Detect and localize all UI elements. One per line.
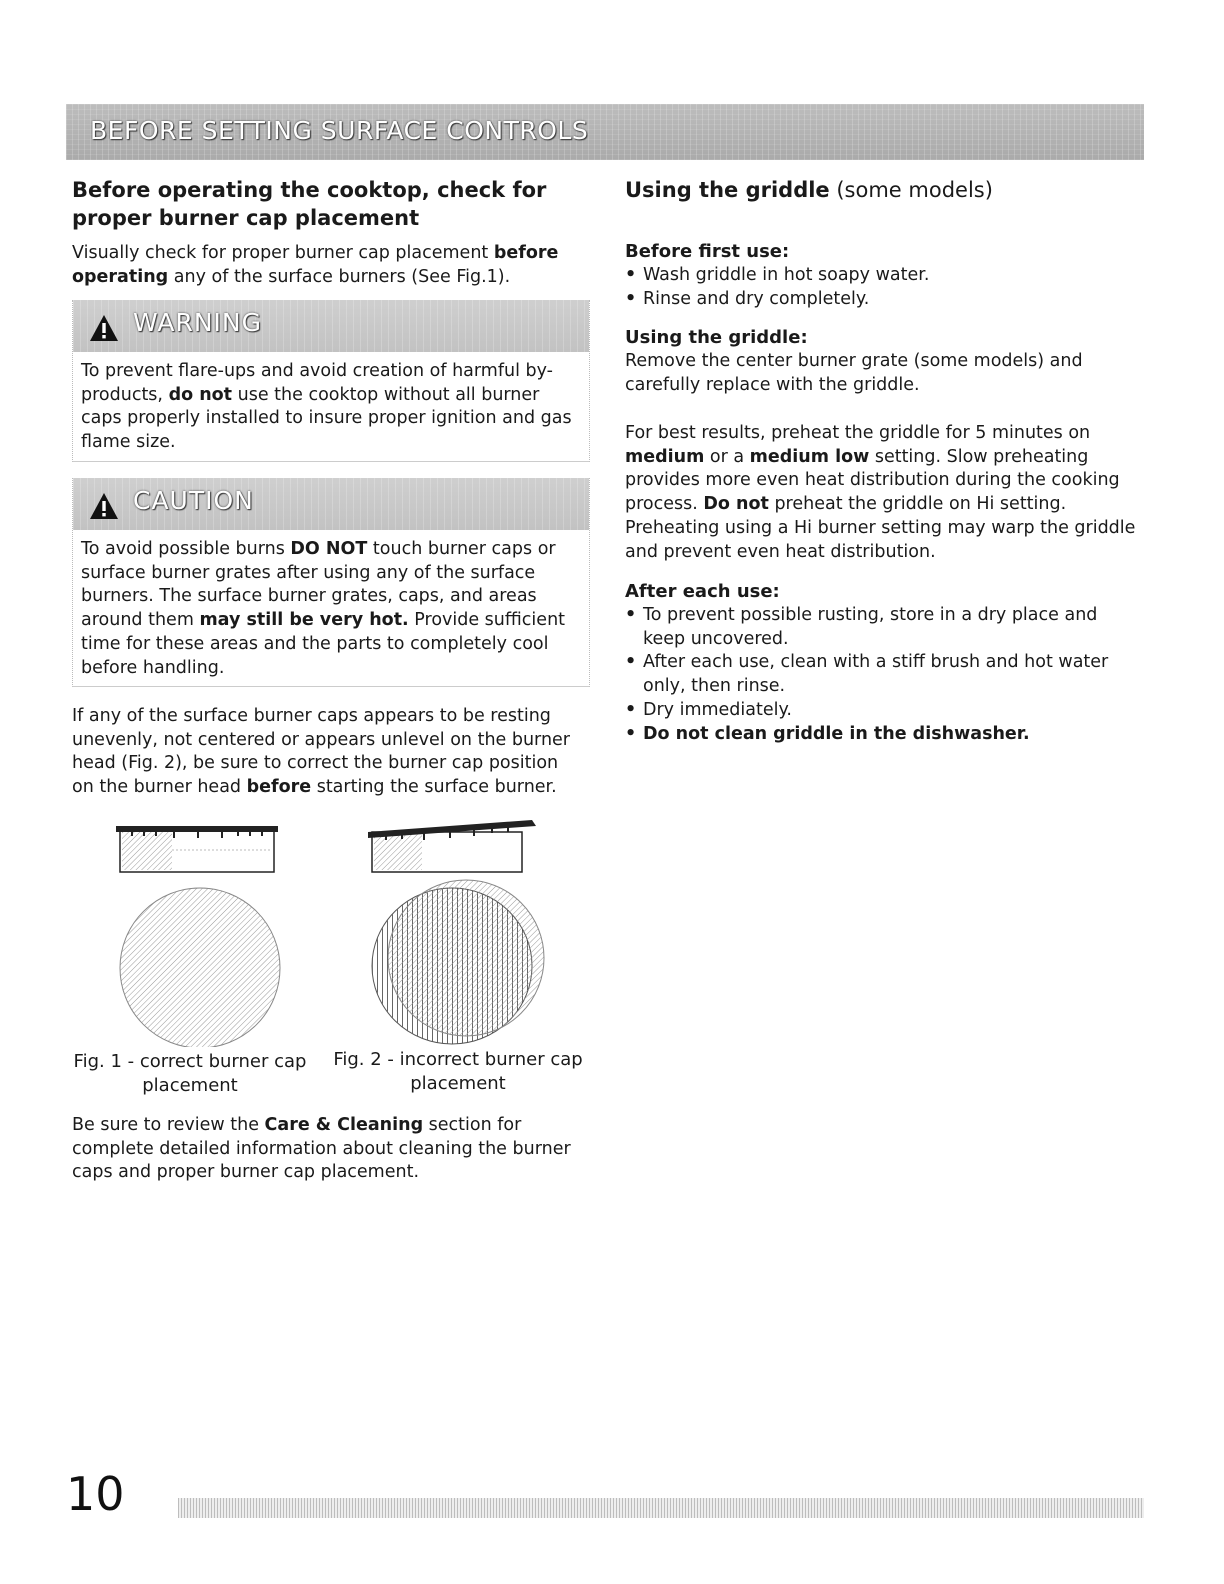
page-number: 10 bbox=[66, 1467, 125, 1521]
care-cleaning-reference: Be sure to review the Care & Cleaning section for complete detailed information about cleaning the burner caps and proper burner cap placement. bbox=[72, 1115, 571, 1183]
list-item: • Do not clean griddle in the dishwasher. bbox=[625, 723, 1143, 747]
before-first-use-title: Before first use: bbox=[625, 241, 790, 262]
caution-box bbox=[72, 478, 590, 687]
warning-text: To prevent flare-ups and avoid creation of harmful by-products, do not use the cooktop without all burner caps properly installed to insure proper ignition and gas flame size. bbox=[81, 361, 572, 453]
emphasis: medium low bbox=[749, 446, 870, 467]
list-item: • Wash griddle in hot soapy water. bbox=[625, 264, 1143, 288]
list-item: • After each use, clean with a stiff brush and hot water only, then rinse. bbox=[625, 651, 1143, 698]
emphasis: medium bbox=[625, 446, 705, 467]
caution-header bbox=[73, 478, 589, 530]
section-banner bbox=[66, 104, 1144, 160]
caution-icon bbox=[89, 492, 119, 520]
before-first-use-list bbox=[625, 264, 1143, 311]
emphasis: before bbox=[246, 777, 312, 798]
footer-rule bbox=[178, 1498, 1144, 1518]
list-item: • To prevent possible rusting, store in a dry place and keep uncovered. bbox=[625, 604, 1143, 651]
warning-title: WARNING bbox=[133, 308, 262, 337]
fig1-caption: Fig. 1 - correct burner cap placement bbox=[73, 1051, 307, 1096]
griddle-heading-bold: Using the griddle bbox=[625, 178, 830, 202]
after-each-use-title: After each use: bbox=[625, 581, 780, 602]
caution-text: To avoid possible burns DO NOT touch burner caps or surface burner grates after using any of the surface burners. The surface burner grates, caps, and areas around them may still be very hot. Provide sufficient time for these areas and the parts to completely cool before handling. bbox=[81, 539, 566, 678]
fig2-caption: Fig. 2 - incorrect burner cap placement bbox=[333, 1049, 583, 1094]
using-griddle-title: Using the griddle: bbox=[625, 327, 808, 348]
emphasis: Care & Cleaning bbox=[264, 1115, 424, 1135]
list-item: • Dry immediately. bbox=[625, 699, 1143, 723]
best-results-text: For best results, preheat the griddle for 5 minutes on medium or a medium low setting. Slow preheating provides more even heat distribution during the cooking process. Do not preheat the griddle on Hi setting. Preheating using a Hi burner setting may warp the griddle and prevent even heat distribution. bbox=[625, 423, 1136, 562]
emphasis: Do not bbox=[703, 494, 769, 515]
uneven-cap-text: If any of the surface burner caps appears to be resting unevenly, not centered or appears unlevel on the burner head (Fig. 2), be sure to correct the burner cap position on the burner head before starting the surface burner. bbox=[72, 706, 570, 798]
emphasis: before operating bbox=[72, 243, 559, 287]
emphasis: do not bbox=[168, 384, 233, 405]
burner-cap-intro: Visually check for proper burner cap placement before operating any of the surface burners (See Fig.1). bbox=[72, 243, 559, 287]
burner-cap-heading: Before operating the cooktop, check for proper burner cap placement bbox=[72, 178, 547, 230]
after-each-use-list bbox=[625, 604, 1143, 746]
using-griddle-section bbox=[625, 326, 1143, 397]
after-each-use-section bbox=[625, 580, 1143, 746]
list-item: • Rinse and dry completely. bbox=[625, 288, 1143, 312]
fig2-incorrect-cap-illustration bbox=[362, 816, 552, 1046]
emphasis: may still be very hot. bbox=[199, 610, 409, 631]
fig1-correct-cap-illustration bbox=[110, 822, 290, 1047]
warning-box bbox=[72, 300, 590, 462]
using-griddle-text: Remove the center burner grate (some models) and carefully replace with the griddle. bbox=[625, 351, 1083, 395]
before-first-use-section bbox=[625, 240, 1143, 311]
emphasis: DO NOT bbox=[290, 539, 368, 559]
section-title: BEFORE SETTING SURFACE CONTROLS bbox=[90, 116, 589, 145]
griddle-heading-note: (some models) bbox=[829, 178, 993, 202]
griddle-heading bbox=[625, 176, 1145, 204]
caution-title: CAUTION bbox=[133, 486, 254, 515]
warning-header bbox=[73, 300, 589, 352]
warning-icon bbox=[89, 314, 119, 342]
